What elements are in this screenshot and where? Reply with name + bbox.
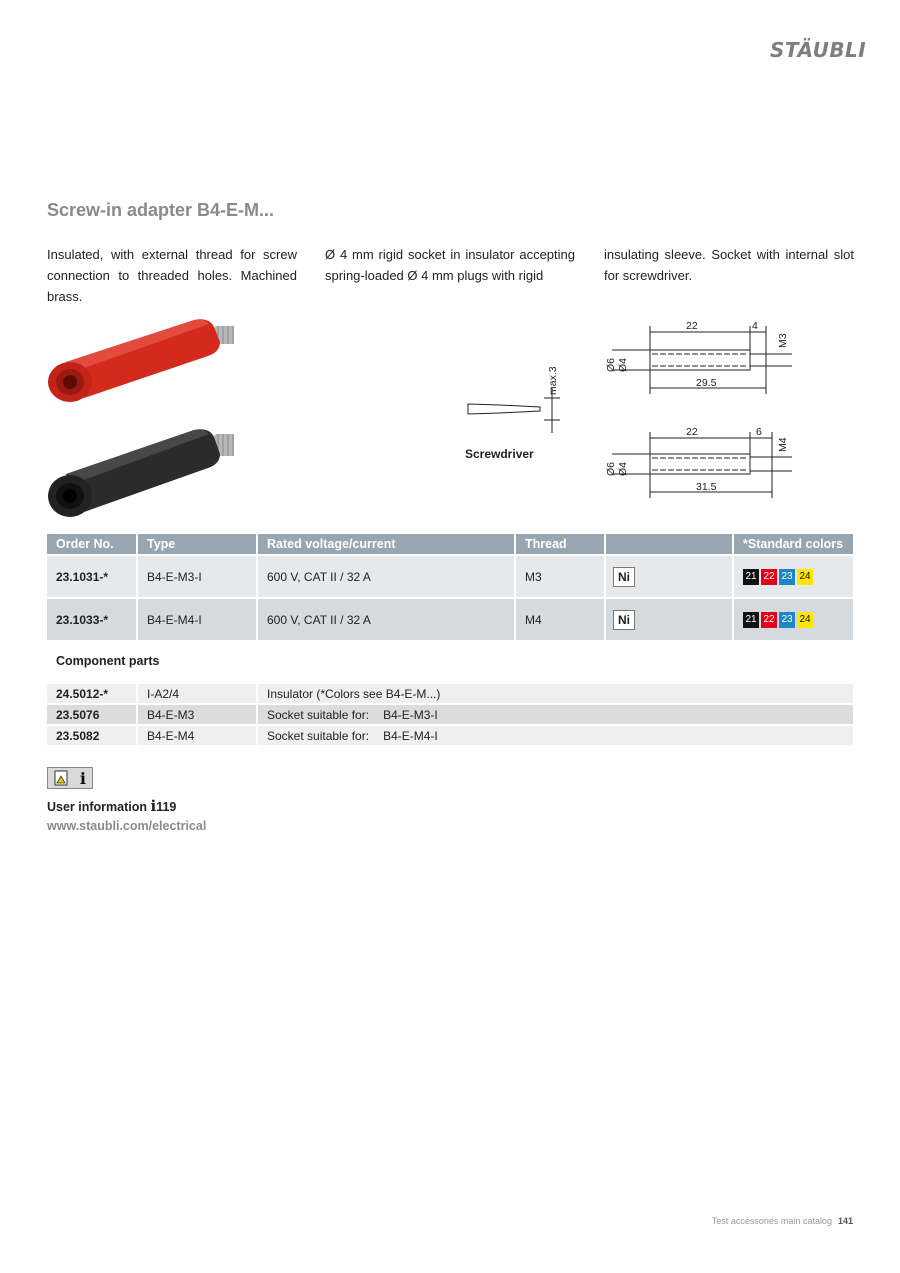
list-item: [47, 704, 853, 725]
part-type: B4-E-M3: [137, 704, 257, 725]
table-row: [47, 598, 853, 640]
user-info-label: User information: [47, 800, 148, 814]
m4-tip-label: 6: [756, 426, 762, 438]
rating: 600 V, CAT II / 32 A: [257, 598, 515, 640]
header-rating: Rated voltage/current: [257, 534, 515, 555]
header-type: Type: [137, 534, 257, 555]
product-photos: [44, 312, 234, 517]
page-footer: [712, 1216, 853, 1226]
part-order-number: 23.5082: [47, 725, 137, 745]
m4-thread-label: M4: [777, 437, 789, 452]
part-description: [257, 704, 853, 725]
m3-dimension-drawing: [602, 316, 802, 396]
product-type: B4-E-M3-I: [137, 555, 257, 598]
header-colors: *Standard colors: [733, 534, 853, 555]
list-item: [47, 683, 853, 704]
black-adapter-image: [48, 429, 234, 517]
page-title: Screw-in adapter B4-E-M...: [47, 200, 275, 220]
m3-thread-label: M3: [777, 333, 789, 348]
user-info-ref: 119: [156, 800, 177, 814]
m3-outer-dia-label: Ø6: [605, 357, 617, 372]
header-thread: Thread: [515, 534, 605, 555]
website-link[interactable]: www.staubli.com/electrical: [47, 819, 207, 833]
product-type: B4-E-M4-I: [137, 598, 257, 640]
part-desc-text: Socket suitable for:: [267, 728, 370, 743]
catalog-name: Test accessories main catalog: [711, 1216, 832, 1226]
user-info-icons: [47, 767, 93, 789]
part-description: [257, 683, 853, 704]
m4-inner-dia-label: Ø4: [617, 461, 629, 476]
part-suitable-for: B4-E-M4-I: [383, 728, 438, 743]
nickel-badge: Ni: [613, 610, 635, 630]
m3-length-label: 22: [686, 320, 698, 332]
component-parts-table: [47, 682, 853, 745]
color-swatch-red: 22: [761, 612, 777, 628]
user-information: [47, 797, 176, 815]
description-col-1: Insulated, with external thread for screw connection to threaded holes. Machined brass.: [47, 247, 297, 304]
warning-manual-icon: [54, 770, 68, 786]
header-order-no: Order No.: [47, 534, 137, 555]
color-swatches: [733, 555, 853, 598]
color-swatch-blue: 23: [779, 612, 795, 628]
color-swatch-blue: 23: [779, 569, 795, 585]
part-type: I-A2/4: [137, 683, 257, 704]
color-swatch-yellow: 24: [797, 569, 813, 585]
rating: 600 V, CAT II / 32 A: [257, 555, 515, 598]
red-adapter-image: [48, 319, 234, 402]
description-col-3: insulating sleeve. Socket with internal slot for screwdriver.: [604, 247, 854, 283]
thread: M4: [515, 598, 605, 640]
material-cell: [605, 555, 733, 598]
part-desc-text: Socket suitable for:: [267, 707, 370, 722]
part-description: [257, 725, 853, 745]
description-col-2: Ø 4 mm rigid socket in insulator accepting spring-loaded Ø 4 mm plugs with rigid: [325, 247, 575, 283]
color-swatch-yellow: 24: [797, 612, 813, 628]
screwdriver-caption: Screwdriver: [465, 447, 534, 461]
table-row: [47, 555, 853, 598]
m3-inner-dia-label: Ø4: [617, 357, 629, 372]
m3-tip-label: 4: [752, 320, 758, 332]
nickel-badge: Ni: [613, 567, 635, 587]
part-order-number: 24.5012-*: [47, 683, 137, 704]
table-header-row: [47, 534, 853, 555]
part-desc-text: Insulator (*Colors see B4-E-M...): [267, 686, 441, 701]
info-icon: i: [79, 768, 86, 788]
m3-total-label: 29.5: [696, 377, 717, 389]
part-suitable-for: B4-E-M3-I: [383, 707, 438, 722]
page-number: 141: [837, 1216, 853, 1226]
product-table: [47, 534, 853, 640]
part-order-number: 23.5076: [47, 704, 137, 725]
component-parts-title: Component parts: [56, 654, 160, 668]
color-swatch-red: 22: [761, 569, 777, 585]
info-ref-icon: i: [150, 797, 157, 815]
m4-outer-dia-label: Ø6: [605, 461, 617, 476]
thread: M3: [515, 555, 605, 598]
m4-dimension-drawing: [602, 424, 802, 504]
order-number: 23.1031-*: [47, 555, 137, 598]
m4-total-label: 31.5: [696, 481, 717, 493]
order-number: 23.1033-*: [47, 598, 137, 640]
color-swatches: [733, 598, 853, 640]
color-swatch-black: 21: [743, 612, 759, 628]
header-material: [605, 534, 733, 555]
screwdriver-dim-label: max.3: [547, 366, 559, 395]
screwdriver-drawing: [460, 358, 570, 468]
part-type: B4-E-M4: [137, 725, 257, 745]
list-item: [47, 725, 853, 745]
color-swatch-black: 21: [743, 569, 759, 585]
material-cell: [605, 598, 733, 640]
staubli-logo: STÄUBLI: [770, 38, 867, 62]
m4-length-label: 22: [686, 426, 698, 438]
